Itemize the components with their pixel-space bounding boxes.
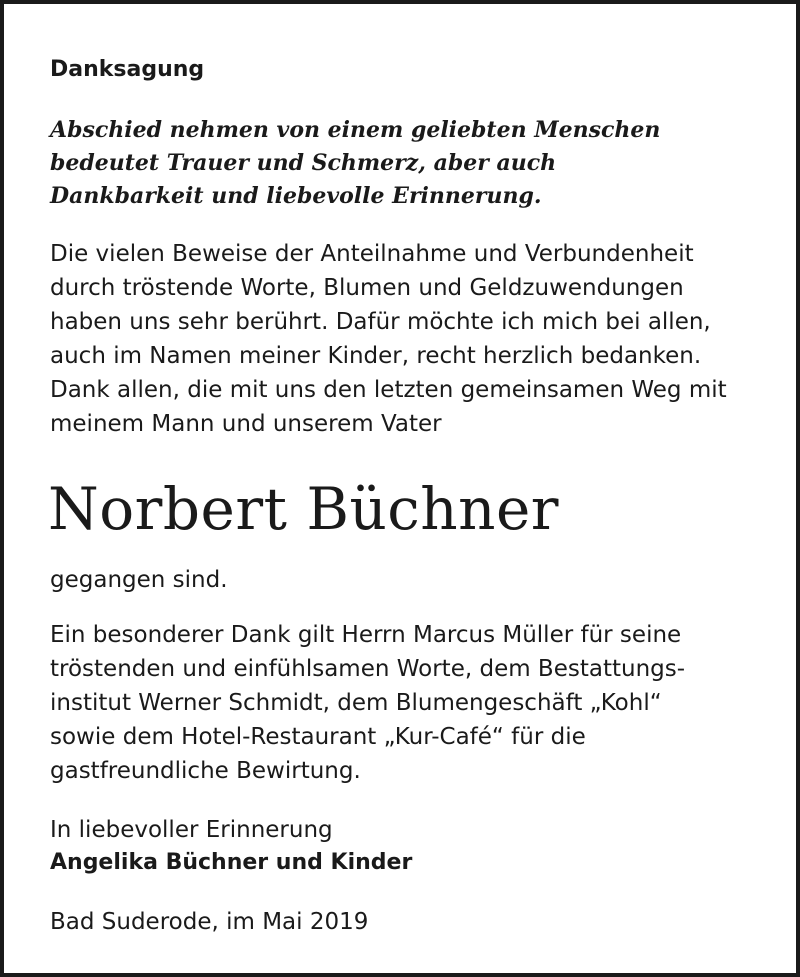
- notice-heading: Danksagung: [50, 57, 205, 82]
- thanks-text-line: haben uns sehr berührt. Dafür möchte ich mich bei allen,: [50, 309, 711, 335]
- special-thanks-line: tröstenden und einfühlsamen Worte, dem Bestattungs-: [50, 656, 686, 682]
- thanks-text-line: Die vielen Beweise der Anteilnahme und Verbundenheit: [50, 241, 694, 267]
- deceased-name: Norbert Büchner: [48, 475, 560, 543]
- thanks-text-line: meinem Mann und unserem Vater: [50, 411, 442, 437]
- thanks-text-line: Dank allen, die mit uns den letzten gemeinsamen Weg mit: [50, 377, 727, 403]
- special-thanks-line: sowie dem Hotel-Restaurant „Kur-Café“ für die: [50, 724, 586, 750]
- special-thanks-line: Ein besonderer Dank gilt Herrn Marcus Müller für seine: [50, 622, 682, 648]
- place-date: Bad Suderode, im Mai 2019: [50, 909, 369, 935]
- special-thanks-line: institut Werner Schmidt, dem Blumengeschäft „Kohl“: [50, 690, 662, 716]
- thanks-text-line: auch im Namen meiner Kinder, recht herzlich bedanken.: [50, 343, 702, 369]
- motto-line: Abschied nehmen von einem geliebten Menschen: [50, 117, 661, 143]
- signers: Angelika Büchner und Kinder: [50, 850, 413, 875]
- after-name-text: gegangen sind.: [50, 567, 228, 593]
- closing-text: In liebevoller Erinnerung: [50, 817, 333, 843]
- thanks-text-line: durch tröstende Worte, Blumen und Geldzuwendungen: [50, 275, 684, 301]
- motto-line: Dankbarkeit und liebevolle Erinnerung.: [50, 183, 542, 209]
- special-thanks-line: gastfreundliche Bewirtung.: [50, 758, 361, 784]
- motto-line: bedeutet Trauer und Schmerz, aber auch: [50, 150, 557, 176]
